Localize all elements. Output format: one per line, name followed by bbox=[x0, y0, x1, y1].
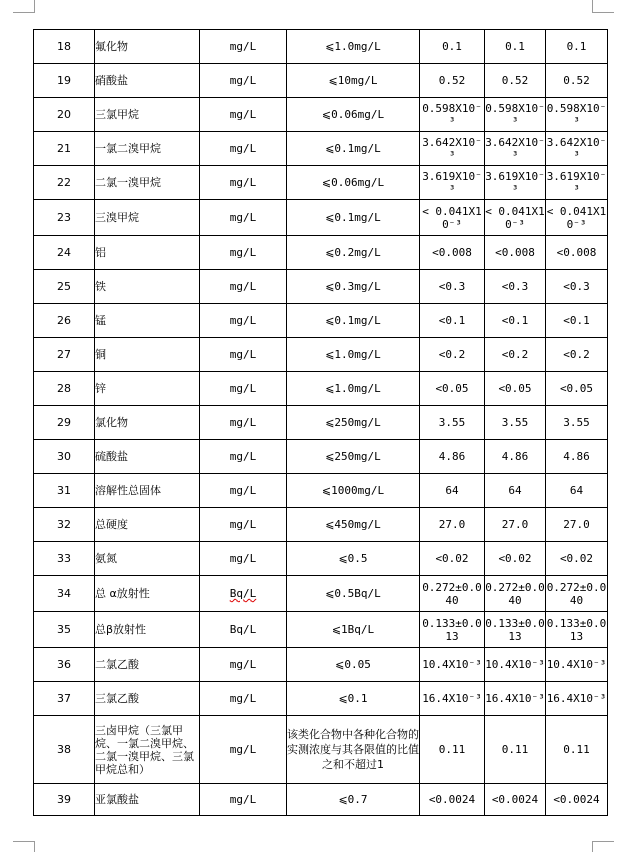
standard-limit: ⩽0.1mg/L bbox=[287, 132, 420, 166]
standard-limit: ⩽0.1mg/L bbox=[287, 200, 420, 236]
standard-limit: ⩽0.5Bq/L bbox=[287, 576, 420, 612]
indicator-name: 三卤甲烷（三氯甲烷、一氯二溴甲烷、二氯一溴甲烷、三氯甲烷总和） bbox=[95, 716, 200, 784]
row-number: 19 bbox=[34, 64, 95, 98]
table-row bbox=[34, 542, 608, 576]
result-value-1: <0.02 bbox=[420, 542, 485, 576]
row-number: 22 bbox=[34, 166, 95, 200]
table-row bbox=[34, 612, 608, 648]
table-row bbox=[34, 474, 608, 508]
row-number: 25 bbox=[34, 270, 95, 304]
indicator-name: 氯化物 bbox=[95, 406, 200, 440]
crop-mark-bottom-left bbox=[34, 842, 35, 852]
result-value-3: 3.55 bbox=[546, 406, 608, 440]
result-value-2: <0.0024 bbox=[485, 784, 546, 816]
indicator-name: 铁 bbox=[95, 270, 200, 304]
crop-mark-top-left bbox=[13, 12, 35, 13]
standard-limit: 该类化合物中各种化合物的实测浓度与其各限值的比值之和不超过1 bbox=[287, 716, 420, 784]
indicator-name: 铜 bbox=[95, 338, 200, 372]
standard-limit: ⩽1.0mg/L bbox=[287, 30, 420, 64]
standard-limit: ⩽250mg/L bbox=[287, 440, 420, 474]
water-quality-table bbox=[33, 29, 608, 816]
indicator-name: 锌 bbox=[95, 372, 200, 406]
table-row bbox=[34, 440, 608, 474]
standard-limit: ⩽0.05 bbox=[287, 648, 420, 682]
result-value-3: < 0.041X10⁻³ bbox=[546, 200, 608, 236]
result-value-2: 3.642X10⁻³ bbox=[485, 132, 546, 166]
standard-limit: ⩽1Bq/L bbox=[287, 612, 420, 648]
indicator-name: 氨氮 bbox=[95, 542, 200, 576]
crop-mark-top-right bbox=[592, 0, 593, 12]
indicator-name: 三氯乙酸 bbox=[95, 682, 200, 716]
unit: mg/L bbox=[200, 270, 287, 304]
unit: mg/L bbox=[200, 440, 287, 474]
standard-limit: ⩽0.06mg/L bbox=[287, 166, 420, 200]
result-value-3: <0.008 bbox=[546, 236, 608, 270]
unit: mg/L bbox=[200, 304, 287, 338]
result-value-1: <0.1 bbox=[420, 304, 485, 338]
table-row bbox=[34, 682, 608, 716]
result-value-1: <0.2 bbox=[420, 338, 485, 372]
row-number: 18 bbox=[34, 30, 95, 64]
table-row bbox=[34, 304, 608, 338]
result-value-2: 10.4X10⁻³ bbox=[485, 648, 546, 682]
table-row bbox=[34, 166, 608, 200]
result-value-3: <0.2 bbox=[546, 338, 608, 372]
unit: mg/L bbox=[200, 542, 287, 576]
unit: mg/L bbox=[200, 784, 287, 816]
result-value-3: 4.86 bbox=[546, 440, 608, 474]
result-value-2: <0.1 bbox=[485, 304, 546, 338]
result-value-2: 0.598X10⁻³ bbox=[485, 98, 546, 132]
result-value-2: 0.52 bbox=[485, 64, 546, 98]
table-row bbox=[34, 406, 608, 440]
unit: mg/L bbox=[200, 406, 287, 440]
result-value-2: 0.11 bbox=[485, 716, 546, 784]
standard-limit: ⩽250mg/L bbox=[287, 406, 420, 440]
standard-limit: ⩽10mg/L bbox=[287, 64, 420, 98]
result-value-2: 0.272±0.040 bbox=[485, 576, 546, 612]
table-row bbox=[34, 64, 608, 98]
row-number: 33 bbox=[34, 542, 95, 576]
result-value-3: 27.0 bbox=[546, 508, 608, 542]
table-row bbox=[34, 338, 608, 372]
result-value-3: 0.598X10⁻³ bbox=[546, 98, 608, 132]
unit: mg/L bbox=[200, 200, 287, 236]
row-number: 23 bbox=[34, 200, 95, 236]
result-value-1: 0.598X10⁻³ bbox=[420, 98, 485, 132]
indicator-name: 二氯一溴甲烷 bbox=[95, 166, 200, 200]
indicator-name: 亚氯酸盐 bbox=[95, 784, 200, 816]
table-row bbox=[34, 648, 608, 682]
standard-limit: ⩽0.3mg/L bbox=[287, 270, 420, 304]
result-value-2: 0.1 bbox=[485, 30, 546, 64]
result-value-3: 0.52 bbox=[546, 64, 608, 98]
result-value-3: 3.619X10⁻³ bbox=[546, 166, 608, 200]
indicator-name: 氟化物 bbox=[95, 30, 200, 64]
crop-mark-bottom-left bbox=[13, 841, 35, 842]
unit: mg/L bbox=[200, 508, 287, 542]
result-value-3: <0.02 bbox=[546, 542, 608, 576]
crop-mark-top-right bbox=[592, 12, 614, 13]
standard-limit: ⩽450mg/L bbox=[287, 508, 420, 542]
unit: Bq/L bbox=[200, 612, 287, 648]
unit: mg/L bbox=[200, 716, 287, 784]
indicator-name: 一氯二溴甲烷 bbox=[95, 132, 200, 166]
indicator-name: 硫酸盐 bbox=[95, 440, 200, 474]
row-number: 35 bbox=[34, 612, 95, 648]
unit: mg/L bbox=[200, 64, 287, 98]
result-value-1: 4.86 bbox=[420, 440, 485, 474]
unit: mg/L bbox=[200, 30, 287, 64]
row-number: 39 bbox=[34, 784, 95, 816]
table-row bbox=[34, 270, 608, 304]
indicator-name: 总硬度 bbox=[95, 508, 200, 542]
result-value-3: 0.272±0.040 bbox=[546, 576, 608, 612]
standard-limit: ⩽0.5 bbox=[287, 542, 420, 576]
indicator-name: 总β放射性 bbox=[95, 612, 200, 648]
row-number: 26 bbox=[34, 304, 95, 338]
result-value-1: 0.1 bbox=[420, 30, 485, 64]
result-value-3: 64 bbox=[546, 474, 608, 508]
unit: mg/L bbox=[200, 474, 287, 508]
result-value-1: <0.0024 bbox=[420, 784, 485, 816]
row-number: 28 bbox=[34, 372, 95, 406]
table-row bbox=[34, 576, 608, 612]
standard-limit: ⩽1.0mg/L bbox=[287, 338, 420, 372]
unit: mg/L bbox=[200, 236, 287, 270]
result-value-2: 3.55 bbox=[485, 406, 546, 440]
result-value-1: 0.52 bbox=[420, 64, 485, 98]
unit: mg/L bbox=[200, 648, 287, 682]
unit: mg/L bbox=[200, 338, 287, 372]
table-row bbox=[34, 784, 608, 816]
result-value-3: 0.133±0.013 bbox=[546, 612, 608, 648]
table-row bbox=[34, 716, 608, 784]
unit bbox=[200, 576, 287, 612]
result-value-3: 0.11 bbox=[546, 716, 608, 784]
result-value-1: 3.619X10⁻³ bbox=[420, 166, 485, 200]
row-number: 32 bbox=[34, 508, 95, 542]
table-row bbox=[34, 200, 608, 236]
standard-limit: ⩽0.1mg/L bbox=[287, 304, 420, 338]
result-value-1: < 0.041X10⁻³ bbox=[420, 200, 485, 236]
table-row bbox=[34, 30, 608, 64]
indicator-name: 二氯乙酸 bbox=[95, 648, 200, 682]
row-number: 30 bbox=[34, 440, 95, 474]
table-row bbox=[34, 236, 608, 270]
result-value-1: <0.3 bbox=[420, 270, 485, 304]
result-value-2: <0.05 bbox=[485, 372, 546, 406]
result-value-3: 16.4X10⁻³ bbox=[546, 682, 608, 716]
table-row bbox=[34, 132, 608, 166]
standard-limit: ⩽0.1 bbox=[287, 682, 420, 716]
row-number: 34 bbox=[34, 576, 95, 612]
standard-limit: ⩽1000mg/L bbox=[287, 474, 420, 508]
indicator-name: 锰 bbox=[95, 304, 200, 338]
crop-mark-bottom-right bbox=[592, 842, 593, 852]
row-number: 29 bbox=[34, 406, 95, 440]
result-value-2: <0.02 bbox=[485, 542, 546, 576]
result-value-1: 10.4X10⁻³ bbox=[420, 648, 485, 682]
standard-limit: ⩽0.2mg/L bbox=[287, 236, 420, 270]
row-number: 36 bbox=[34, 648, 95, 682]
result-value-2: < 0.041X10⁻³ bbox=[485, 200, 546, 236]
result-value-2: 4.86 bbox=[485, 440, 546, 474]
result-value-3: 10.4X10⁻³ bbox=[546, 648, 608, 682]
result-value-1: 27.0 bbox=[420, 508, 485, 542]
result-value-2: <0.2 bbox=[485, 338, 546, 372]
result-value-1: 0.133±0.013 bbox=[420, 612, 485, 648]
indicator-name: 铝 bbox=[95, 236, 200, 270]
unit: mg/L bbox=[200, 132, 287, 166]
table-row bbox=[34, 98, 608, 132]
row-number: 31 bbox=[34, 474, 95, 508]
indicator-name: 总 α放射性 bbox=[95, 576, 200, 612]
standard-limit: ⩽0.7 bbox=[287, 784, 420, 816]
row-number: 24 bbox=[34, 236, 95, 270]
unit: mg/L bbox=[200, 682, 287, 716]
standard-limit: ⩽0.06mg/L bbox=[287, 98, 420, 132]
result-value-2: 27.0 bbox=[485, 508, 546, 542]
result-value-3: <0.3 bbox=[546, 270, 608, 304]
row-number: 20 bbox=[34, 98, 95, 132]
table-row bbox=[34, 372, 608, 406]
table-row bbox=[34, 508, 608, 542]
result-value-2: <0.008 bbox=[485, 236, 546, 270]
result-value-2: 3.619X10⁻³ bbox=[485, 166, 546, 200]
result-value-1: 64 bbox=[420, 474, 485, 508]
row-number: 38 bbox=[34, 716, 95, 784]
unit-text: Bq/L bbox=[229, 587, 257, 600]
unit: mg/L bbox=[200, 98, 287, 132]
row-number: 21 bbox=[34, 132, 95, 166]
result-value-1: 3.55 bbox=[420, 406, 485, 440]
result-value-3: <0.1 bbox=[546, 304, 608, 338]
row-number: 27 bbox=[34, 338, 95, 372]
result-value-3: <0.0024 bbox=[546, 784, 608, 816]
result-value-1: <0.05 bbox=[420, 372, 485, 406]
result-value-3: <0.05 bbox=[546, 372, 608, 406]
result-value-1: 0.11 bbox=[420, 716, 485, 784]
result-value-3: 3.642X10⁻³ bbox=[546, 132, 608, 166]
standard-limit: ⩽1.0mg/L bbox=[287, 372, 420, 406]
crop-mark-top-left bbox=[34, 0, 35, 12]
result-value-2: 64 bbox=[485, 474, 546, 508]
result-value-1: 3.642X10⁻³ bbox=[420, 132, 485, 166]
unit: mg/L bbox=[200, 166, 287, 200]
result-value-1: 16.4X10⁻³ bbox=[420, 682, 485, 716]
indicator-name: 硝酸盐 bbox=[95, 64, 200, 98]
row-number: 37 bbox=[34, 682, 95, 716]
indicator-name: 三溴甲烷 bbox=[95, 200, 200, 236]
crop-mark-bottom-right bbox=[592, 841, 614, 842]
result-value-3: 0.1 bbox=[546, 30, 608, 64]
indicator-name: 溶解性总固体 bbox=[95, 474, 200, 508]
unit: mg/L bbox=[200, 372, 287, 406]
result-value-2: <0.3 bbox=[485, 270, 546, 304]
indicator-name: 三氯甲烷 bbox=[95, 98, 200, 132]
result-value-2: 0.133±0.013 bbox=[485, 612, 546, 648]
result-value-2: 16.4X10⁻³ bbox=[485, 682, 546, 716]
result-value-1: <0.008 bbox=[420, 236, 485, 270]
result-value-1: 0.272±0.040 bbox=[420, 576, 485, 612]
